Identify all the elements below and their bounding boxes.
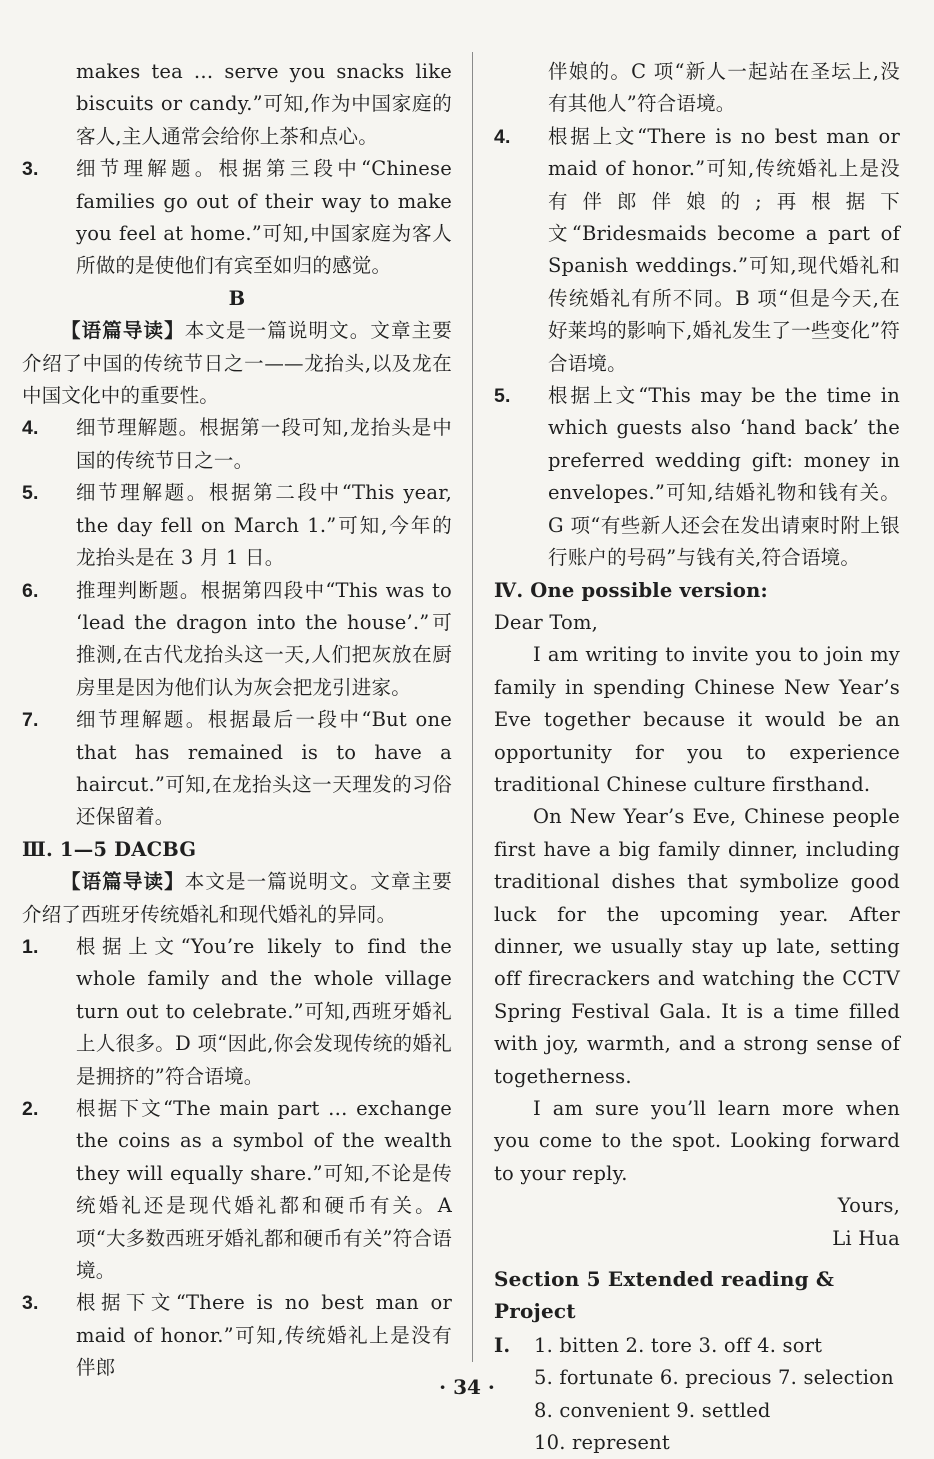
answers-row: 10. represent [534,1431,670,1455]
letter-paragraph-1: I am writing to invite you to join my family in spending Chinese New Year’s Eve together because it would be an opportunity for you to experience traditional Chinese culture firsthand. [494,643,900,796]
section-b-heading: B [228,286,246,310]
answer-item-4 [22,412,452,477]
item-number: 4. [22,417,39,440]
item-text: 根据上文“There is no best man or maid of honor.”可知,传统婚礼上是没有伴郎伴娘的;再根据下文“Bridesmaids become a part of Spanish weddings.”可知,现代婚礼和传统婚礼有所不同。B 项“但是今天,在好莱坞的影响下,婚礼发生了一些变化”符合语境。 [548,124,900,375]
section-5-title: Section 5 Extended reading & Project [494,1267,835,1324]
answer-item-5 [22,477,452,574]
answer-item-6 [22,575,452,705]
letter-salutation: Dear Tom, [494,610,599,634]
item-number: 1. [22,935,39,958]
answer-item-3b [22,1287,452,1384]
page-number: · 34 · [439,1375,495,1399]
item-number: 2. [22,1098,39,1120]
answer-item-7 [22,704,452,834]
item-number: 3. [22,158,39,181]
letter-paragraph-3: I am sure you’ll learn more when you come to the spot. Looking forward to your reply. [494,1097,900,1185]
answers-row: 1. bitten 2. tore 3. off 4. sort [534,1333,823,1357]
item-number: 6. [22,579,39,602]
guide-tag: 【语篇导读】 [61,870,185,894]
answer-item-4 [494,121,900,380]
reading-guide-b [22,315,452,412]
section-3-answers: Ⅲ. 1—5 DACBG [22,837,197,861]
item-text: 根据下文“There is no best man or maid of honor.”可知,传统婚礼上是没有伴郎 [76,1291,452,1380]
item-text: 根据上文“You’re likely to find the whole family and the whole village turn out to celebrate.”可知,西班牙婚礼上人很多。D 项“因此,你会发现传统的婚礼是拥挤的”符合语境。 [76,934,452,1088]
answer-item-2 [22,1093,452,1287]
item-text: 根据上文“This may be the time in which guests also ‘hand back’ the preferred wedding gift: money in envelopes.”可知,结婚礼物和钱有关。G 项“有些新人还会在发出请柬时附上银行账户的号码”与钱有关,符合语境。 [548,384,900,570]
answer-item-3 [22,153,452,283]
item-text: 细节理解题。根据第一段可知,龙抬头是中国的传统节日之一。 [76,416,452,472]
guide-text: 本文是一篇说明文。文章主要介绍了西班牙传统婚礼和现代婚礼的异同。 [22,870,452,926]
item-text: 细节理解题。根据第二段中“This year, the day fell on March 1.”可知,今年的龙抬头是在 3 月 1 日。 [76,481,452,570]
item-number: 4. [494,125,511,148]
reading-guide-3 [22,866,452,931]
item-number: 7. [22,709,39,732]
continued-text: 伴娘的。C 项“新人一起站在圣坛上,没有其他人”符合语境。 [548,60,900,116]
item-text: 细节理解题。根据最后一段中“But one that has remained is to have a haircut.”可知,在龙抬头这一天理发的习俗还保留着。 [76,708,452,829]
item-text: 根据下文“The main part … exchange the coins as a symbol of the wealth they will equally share.”可知,不论是传统婚礼还是现代婚礼都和硬币有关。A 项“大多数西班牙婚礼都和硬币有关”符合语境。 [76,1097,452,1283]
left-column [22,56,452,1385]
item-number: 5. [22,482,39,505]
answers-row: 8. convenient 9. settled [534,1398,771,1422]
item-number: 3. [22,1292,39,1315]
right-column [494,56,900,1459]
letter-paragraph-2: On New Year’s Eve, Chinese people first have a big family dinner, including traditional dishes that symbolize good luck for the upcoming year. After dinner, we usually stay up late, setting off firecrackers and watching the CCTV Spring Festival Gala. It is a time filled with joy, warmth, and a strong sense of togetherness. [494,805,900,1088]
column-divider [472,52,473,1362]
answer-item-1 [22,931,452,1093]
item-number: 5. [494,385,511,408]
answer-item-5 [494,380,900,574]
guide-tag: 【语篇导读】 [61,319,185,343]
continued-text: makes tea … serve you snacks like biscuits or candy.”可知,作为中国家庭的客人,主人通常会给你上茶和点心。 [76,60,452,148]
answers-label: Ⅰ. [494,1333,511,1357]
answers-row: 5. fortunate 6. precious 7. selection [534,1366,894,1390]
section-4-heading: Ⅳ. One possible version: [494,578,768,602]
item-text: 细节理解题。根据第三段中“Chinese families go out of their way to make you feel at home.”可知,中国家庭为客人所做的是使他们有宾至如归的感觉。 [76,157,452,278]
item-text: 推理判断题。根据第四段中“This was to ‘lead the dragon into the house’.”可推测,在古代龙抬头这一天,人们把灰放在厨房里是因为他们认为灰会把龙引进家。 [76,578,452,699]
letter-signature: Li Hua [832,1226,900,1250]
guide-text: 本文是一篇说明文。文章主要介绍了中国的传统节日之一——龙抬头,以及龙在中国文化中的重要性。 [22,319,452,408]
letter-closing: Yours, [837,1194,900,1218]
